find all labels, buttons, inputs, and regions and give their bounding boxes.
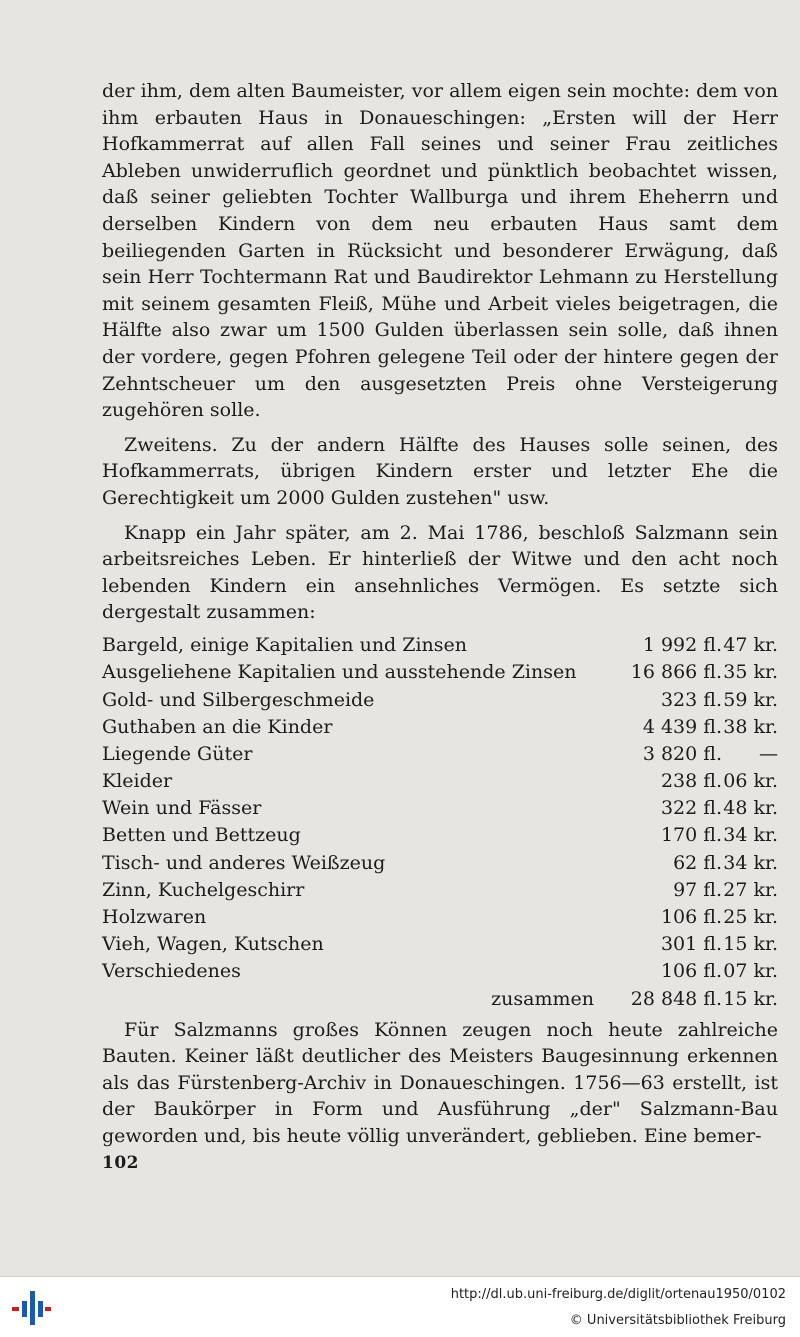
inventory-row (102, 713, 778, 740)
inventory-gulden: 322 fl. (660, 797, 722, 820)
inventory-item: Ausgeliehene Kapitalien und ausstehende Zinsen (102, 661, 577, 684)
inventory-gulden: 1 992 fl. (642, 634, 722, 657)
inventory-kreuzer: 47 kr. (723, 634, 778, 657)
inventory-item: Betten und Bettzeug (102, 824, 301, 847)
inventory-gulden: 16 866 fl. (630, 661, 722, 684)
paragraph-1: der ihm, dem alten Baumeister, vor allem eigen sein mochte: dem von ihm erbauten Haus in Donaueschingen: „Ersten will der Herr Hofkammerrat auf allen Fall seines und seiner Frau zeitliches Ableben unwiderruflich geordnet und pünktlich beobachtet wissen, daß seiner geliebten Tochter Wallburga und ihrem Eheherrn und derselben Kindern von dem neu erbauten Haus samt dem beiliegenden Garten in Rücksicht und besonderer Erwägung, daß sein Herr Tochtermann Rat und Baudirektor Lehmann zu Herstellung mit seinem gesamten Fleiß, Mühe und Arbeit vieles beigetragen, die Hälfte also zwar um 1500 Gulden überlassen sein solle, daß ihnen der vordere, gegen Pfohren gelegene Teil oder der hintere gegen der Zehntscheuer um den ausgesetzten Preis ohne Versteigerung zugehören solle. (102, 80, 778, 422)
copyright-text: © Universitätsbibliothek Freiburg (569, 1313, 786, 1328)
inventory-gulden: 97 fl. (673, 878, 722, 901)
page-url-link[interactable]: http://dl.ub.uni-freiburg.de/diglit/ortenau1950/0102 (450, 1287, 786, 1302)
inventory-row (102, 768, 778, 795)
inventory-total-row (102, 985, 778, 1012)
inventory-kreuzer: 38 kr. (723, 715, 778, 738)
inventory-kreuzer: 27 kr. (723, 878, 778, 901)
inventory-total-gulden: 28 848 fl. (630, 987, 722, 1010)
inventory-row (102, 686, 778, 713)
inventory-row (102, 877, 778, 904)
inventory-row (102, 849, 778, 876)
inventory-item: Kleider (102, 770, 173, 793)
inventory-item: Gold- und Silbergeschmeide (102, 688, 375, 711)
inventory-kreuzer: 48 kr. (723, 797, 778, 820)
inventory-row (102, 741, 778, 768)
inventory-item: Verschiedenes (102, 960, 241, 983)
inventory-item: Vieh, Wagen, Kutschen (102, 933, 324, 956)
inventory-kreuzer: 07 kr. (723, 960, 778, 983)
inventory-item: Wein und Fässer (102, 797, 262, 820)
inventory-gulden: 4 439 fl. (642, 715, 722, 738)
inventory-total-label: zusammen (491, 987, 594, 1010)
inventory-row (102, 958, 778, 985)
inventory-row (102, 822, 778, 849)
inventory-gulden: 170 fl. (660, 824, 722, 847)
inventory-item: Bargeld, einige Kapitalien und Zinsen (102, 634, 467, 657)
inventory-gulden: 238 fl. (660, 770, 722, 793)
inventory-item: Tisch- und anderes Weißzeug (102, 851, 386, 874)
inventory-row (102, 795, 778, 822)
inventory-kreuzer: 34 kr. (723, 824, 778, 847)
inventory-kreuzer: — (759, 742, 778, 765)
inventory-kreuzer: 35 kr. (723, 661, 778, 684)
inventory-kreuzer: 59 kr. (723, 688, 778, 711)
inventory-row (102, 904, 778, 931)
inventory-row (102, 659, 778, 686)
inventory-total-kreuzer: 15 kr. (723, 987, 778, 1010)
inventory-kreuzer: 34 kr. (723, 851, 778, 874)
viewer-footer (0, 1276, 800, 1337)
inventory-gulden: 62 fl. (673, 851, 722, 874)
inventory-gulden: 106 fl. (660, 960, 722, 983)
inventory-kreuzer: 15 kr. (723, 933, 778, 956)
inventory-table (102, 632, 778, 1013)
inventory-kreuzer: 06 kr. (723, 770, 778, 793)
inventory-item: Holzwaren (102, 906, 207, 929)
inventory-row (102, 632, 778, 659)
text-block (102, 78, 778, 1149)
inventory-item: Guthaben an die Kinder (102, 715, 333, 738)
inventory-row (102, 931, 778, 958)
paragraph-4: Für Salzmanns großes Können zeugen noch heute zahlreiche Bauten. Keiner läßt deutlicher des Meisters Baugesinnung erkennen als das Fürstenberg-Archiv in Donaueschingen. 1756—63 erstellt, ist der Baukörper in Form und Ausführung „der" Salzmann-Bau geworden und, bis heute völlig unverändert, geblieben. Eine bemer- (102, 1018, 778, 1147)
inventory-gulden: 106 fl. (660, 906, 722, 929)
page-number: 102 (102, 1153, 139, 1173)
inventory-item: Zinn, Kuchelgeschirr (102, 878, 305, 901)
inventory-gulden: 323 fl. (660, 688, 722, 711)
inventory-item: Liegende Güter (102, 742, 253, 765)
inventory-gulden: 301 fl. (660, 933, 722, 956)
inventory-gulden: 3 820 fl. (642, 742, 722, 765)
ub-freiburg-logo-icon (10, 1287, 52, 1329)
inventory-kreuzer: 25 kr. (723, 906, 778, 929)
inventory-table-body (102, 632, 778, 1013)
paragraph-3: Knapp ein Jahr später, am 2. Mai 1786, beschloß Salzmann sein arbeitsreiches Leben. Er hinterließ der Witwe und den acht noch lebenden Kindern ein ansehnliches Vermögen. Es setzte sich dergestalt zusammen: (102, 521, 778, 624)
paragraph-2: Zweitens. Zu der andern Hälfte des Hauses solle seinen, des Hofkammerrats, übrigen Kindern erster und letzter Ehe die Gerechtigkeit um 2000 Gulden zustehen" usw. (102, 433, 778, 509)
